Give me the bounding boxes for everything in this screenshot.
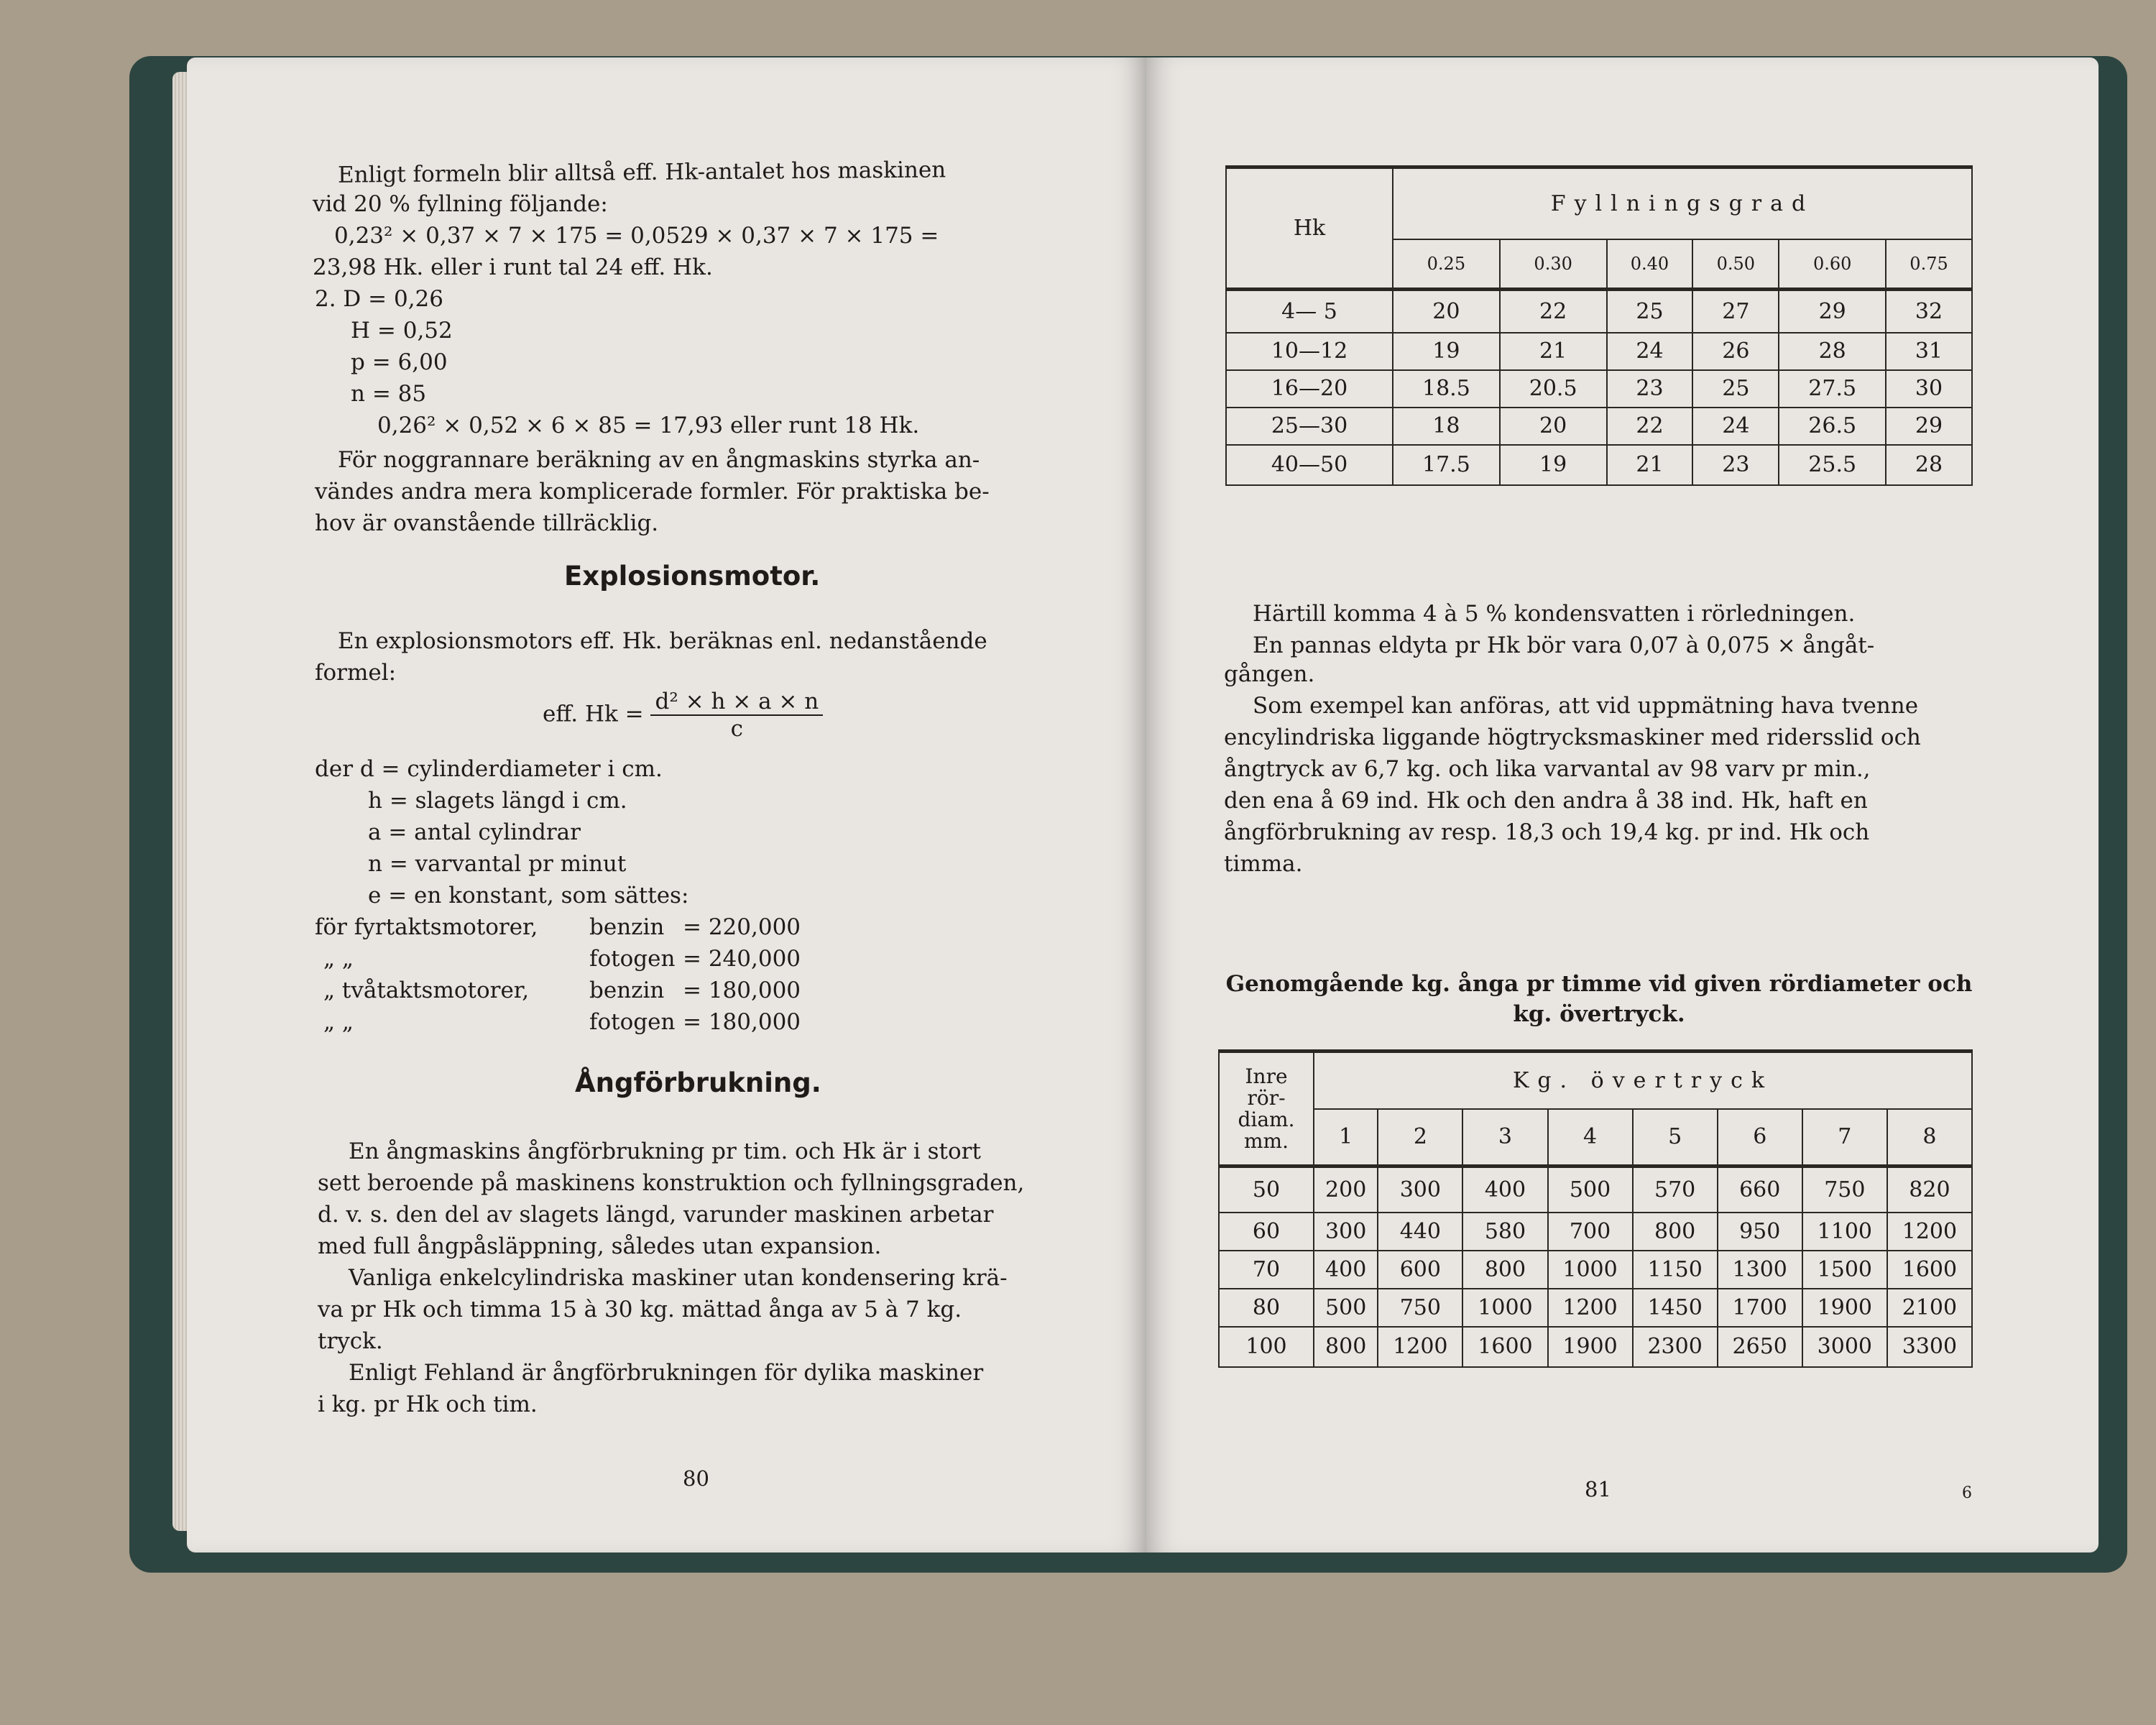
table-cell: 750 [1802, 1167, 1887, 1213]
text-line: n = 85 [351, 381, 427, 407]
table-cell: 600 [1378, 1251, 1462, 1289]
heading-angforbrukning: Ångförbrukning. [575, 1067, 821, 1098]
row-header: 16—20 [1226, 370, 1393, 408]
text-line: 0,26² × 0,52 × 6 × 85 = 17,93 eller runt 18 Hk. [377, 413, 920, 438]
row-header: 40—50 [1226, 445, 1393, 485]
column-header: 0.40 [1607, 239, 1693, 290]
table-cell: 950 [1718, 1213, 1802, 1251]
text-line: ångförbrukning av resp. 18,3 och 19,4 kg. pr ind. Hk och [1224, 819, 1870, 845]
row-header: 60 [1219, 1213, 1314, 1251]
table-cell: 22 [1607, 408, 1693, 445]
constant-fuel: fotogen [589, 946, 676, 972]
table-cell: 800 [1633, 1213, 1718, 1251]
text-line: a = antal cylindrar [368, 819, 581, 845]
text-line: med full ångpåsläppning, således utan expansion. [318, 1233, 882, 1259]
text-line: För noggrannare beräkning av en ångmaskins styrka an- [338, 447, 980, 473]
column-group-header: Fyllningsgrad [1393, 167, 1972, 239]
text-line: vid 20 % fyllning följande: [313, 191, 608, 217]
table-cell: 820 [1887, 1167, 1972, 1213]
row-header: 25—30 [1226, 408, 1393, 445]
table-cell: 800 [1314, 1327, 1378, 1367]
text-line: hov är ovanstående tillräcklig. [315, 510, 659, 536]
table-cell: 19 [1500, 445, 1607, 485]
table-cell: 31 [1886, 333, 1972, 370]
table-cell: 21 [1607, 445, 1693, 485]
table-cell: 28 [1886, 445, 1972, 485]
text-line: h = slagets längd i cm. [368, 788, 627, 814]
table-cell: 500 [1548, 1167, 1633, 1213]
text-line: encylindriska liggande högtrycksmaskiner med ridersslid och [1224, 724, 1921, 750]
table-cell: 24 [1607, 333, 1693, 370]
constant-fuel: benzin [589, 914, 665, 940]
text-line: ångtryck av 6,7 kg. och lika varvantal av 98 varv pr min., [1224, 756, 1871, 782]
table-cell: 24 [1692, 408, 1779, 445]
table-cell: 26 [1692, 333, 1779, 370]
table-cell: 18 [1393, 408, 1500, 445]
text-line: Enligt Fehland är ångförbrukningen för dylika maskiner [349, 1360, 984, 1386]
table-cell: 23 [1607, 370, 1693, 408]
text-line: timma. [1224, 851, 1303, 877]
table-cell: 1700 [1718, 1289, 1802, 1327]
column-header: 0.25 [1393, 239, 1500, 290]
table-cell: 800 [1462, 1251, 1547, 1289]
column-header-hk: Hk [1226, 167, 1393, 290]
table-cell: 400 [1314, 1251, 1378, 1289]
column-header: 5 [1633, 1109, 1718, 1167]
table-row [1219, 1251, 1972, 1289]
text-line: H = 0,52 [351, 318, 453, 344]
table-cell: 17.5 [1393, 445, 1500, 485]
formula-lhs: eff. Hk = [543, 701, 644, 727]
table-cell: 21 [1500, 333, 1607, 370]
table-cell: 300 [1378, 1167, 1462, 1213]
constant-fuel: benzin [589, 978, 665, 1003]
table-cell: 1200 [1887, 1213, 1972, 1251]
constant-value: = 220,000 [683, 914, 801, 940]
constant-prefix: „ tvåtaktsmotorer, [323, 978, 530, 1003]
overtryck-table [1218, 1049, 1973, 1368]
table-cell: 1600 [1887, 1251, 1972, 1289]
table-cell: 19 [1393, 333, 1500, 370]
table-caption [1211, 969, 1987, 1029]
table-cell: 25 [1607, 290, 1693, 333]
text-line: sett beroende på maskinens konstruktion och fyllningsgraden, [318, 1170, 1025, 1196]
table-cell: 18.5 [1393, 370, 1500, 408]
table-cell: 20 [1500, 408, 1607, 445]
text-line: En pannas eldyta pr Hk bör vara 0,07 à 0,075 × ångåt- [1253, 632, 1875, 658]
text-line: e = en konstant, som sättes: [368, 883, 689, 908]
table-cell: 1450 [1633, 1289, 1718, 1327]
text-line: tryck. [318, 1328, 383, 1354]
table-cell: 27.5 [1779, 370, 1886, 408]
constant-value: = 180,000 [683, 978, 801, 1003]
text-line: 0,23² × 0,37 × 7 × 175 = 0,0529 × 0,37 × 7 × 175 = [334, 223, 939, 249]
table-row [1226, 290, 1972, 333]
table-row [1219, 1289, 1972, 1327]
column-header: 0.60 [1779, 239, 1886, 290]
constant-prefix: för fyrtaktsmotorer, [315, 914, 538, 940]
row-header: 10—12 [1226, 333, 1393, 370]
text-line: d. v. s. den del av slagets längd, varunder maskinen arbetar [318, 1202, 994, 1228]
table-row [1226, 333, 1972, 370]
fyllningsgrad-table [1225, 165, 1973, 486]
column-header: 3 [1462, 1109, 1547, 1167]
row-header: 100 [1219, 1327, 1314, 1367]
heading-explosionsmotor: Explosionsmotor. [564, 561, 821, 592]
text-line: En explosionsmotors eff. Hk. beräknas enl. nedanstående [338, 628, 987, 654]
right-page [1146, 58, 2099, 1552]
caption-line: kg. övertryck. [1513, 1001, 1685, 1027]
constant-value: = 180,000 [683, 1009, 801, 1035]
text-line: n = varvantal pr minut [368, 851, 627, 877]
table-cell: 1100 [1802, 1213, 1887, 1251]
table-cell: 30 [1886, 370, 1972, 408]
table-cell: 1200 [1378, 1327, 1462, 1367]
column-header: 1 [1314, 1109, 1378, 1167]
table-cell: 2300 [1633, 1327, 1718, 1367]
text-line: 2. D = 0,26 [315, 286, 443, 312]
row-header: 4— 5 [1226, 290, 1393, 333]
table-cell: 200 [1314, 1167, 1378, 1213]
constant-prefix: „ „ [323, 946, 354, 972]
row-header: 70 [1219, 1251, 1314, 1289]
table-row [1219, 1213, 1972, 1251]
table-cell: 3300 [1887, 1327, 1972, 1367]
formula-numerator: d² × h × a × n [650, 689, 823, 716]
table-cell: 29 [1779, 290, 1886, 333]
column-group-header: Kg. övertryck [1314, 1052, 1972, 1109]
column-header-diam [1219, 1052, 1314, 1167]
constant-value: = 240,000 [683, 946, 801, 972]
table-cell: 500 [1314, 1289, 1378, 1327]
header-line: diam. [1238, 1107, 1295, 1131]
text-line: Vanliga enkelcylindriska maskiner utan kondensering krä- [349, 1265, 1008, 1291]
text-line: p = 6,00 [351, 349, 448, 375]
formula-denominator: c [730, 716, 744, 742]
table-cell: 32 [1886, 290, 1972, 333]
table-cell: 29 [1886, 408, 1972, 445]
text-line: formel: [315, 660, 397, 686]
table-cell: 27 [1692, 290, 1779, 333]
column-header: 0.75 [1886, 239, 1972, 290]
table-cell: 300 [1314, 1213, 1378, 1251]
table-cell: 1500 [1802, 1251, 1887, 1289]
table-cell: 1300 [1718, 1251, 1802, 1289]
text-line: va pr Hk och timma 15 à 30 kg. mättad ånga av 5 à 7 kg. [318, 1297, 962, 1322]
table-cell: 1150 [1633, 1251, 1718, 1289]
formula-fraction [650, 689, 823, 742]
text-line: der d = cylinderdiameter i cm. [315, 756, 663, 782]
text-line: vändes andra mera komplicerade formler. För praktiska be- [315, 479, 990, 505]
header-line: Inre [1245, 1064, 1288, 1088]
table-cell: 26.5 [1779, 408, 1886, 445]
table-row [1226, 370, 1972, 408]
text-line: Enligt formeln blir alltså eff. Hk-antalet hos maskinen [337, 157, 946, 188]
table-cell: 3000 [1802, 1327, 1887, 1367]
table-cell: 1200 [1548, 1289, 1633, 1327]
table-cell: 25.5 [1779, 445, 1886, 485]
table-row [1226, 408, 1972, 445]
column-header: 4 [1548, 1109, 1633, 1167]
table-cell: 1900 [1802, 1289, 1887, 1327]
table-cell: 440 [1378, 1213, 1462, 1251]
table-cell: 750 [1378, 1289, 1462, 1327]
table-cell: 1000 [1462, 1289, 1547, 1327]
table-row [1226, 445, 1972, 485]
table-row [1219, 1327, 1972, 1367]
caption-line: Genomgående kg. ånga pr timme vid given rördiameter och [1225, 971, 1973, 997]
table-cell: 1000 [1548, 1251, 1633, 1289]
table-cell: 700 [1548, 1213, 1633, 1251]
table-cell: 570 [1633, 1167, 1718, 1213]
text-line: den ena å 69 ind. Hk och den andra å 38 ind. Hk, haft en [1224, 788, 1868, 814]
text-line: gången. [1224, 661, 1315, 687]
page-number: 81 [1585, 1477, 1611, 1501]
table-row [1219, 1167, 1972, 1213]
header-line: rör- [1247, 1085, 1286, 1110]
column-header: 0.30 [1500, 239, 1607, 290]
table-cell: 22 [1500, 290, 1607, 333]
table-cell: 1900 [1548, 1327, 1633, 1367]
constant-prefix: „ „ [323, 1009, 354, 1035]
table-cell: 400 [1462, 1167, 1547, 1213]
column-header: 0.50 [1692, 239, 1779, 290]
table-cell: 1600 [1462, 1327, 1547, 1367]
column-header: 2 [1378, 1109, 1462, 1167]
table-cell: 660 [1718, 1167, 1802, 1213]
table-cell: 23 [1692, 445, 1779, 485]
page-number: 80 [683, 1466, 709, 1491]
text-line: Härtill komma 4 à 5 % kondensvatten i rörledningen. [1253, 601, 1856, 627]
column-header: 7 [1802, 1109, 1887, 1167]
header-line: mm. [1243, 1128, 1289, 1153]
text-line: i kg. pr Hk och tim. [318, 1392, 538, 1417]
text-line: En ångmaskins ångförbrukning pr tim. och Hk är i stort [349, 1138, 981, 1164]
column-header: 8 [1887, 1109, 1972, 1167]
table-cell: 580 [1462, 1213, 1547, 1251]
text-line: Som exempel kan anföras, att vid uppmätning hava tvenne [1253, 693, 1919, 719]
row-header: 80 [1219, 1289, 1314, 1327]
table-cell: 2650 [1718, 1327, 1802, 1367]
table-cell: 20 [1393, 290, 1500, 333]
table-cell: 28 [1779, 333, 1886, 370]
hk-formula [543, 689, 823, 742]
row-header: 50 [1219, 1167, 1314, 1213]
signature-mark: 6 [1962, 1484, 1972, 1502]
table-cell: 25 [1692, 370, 1779, 408]
text-line: 23,98 Hk. eller i runt tal 24 eff. Hk. [313, 254, 713, 280]
table-cell: 20.5 [1500, 370, 1607, 408]
left-page [187, 58, 1146, 1552]
column-header: 6 [1718, 1109, 1802, 1167]
table-cell: 2100 [1887, 1289, 1972, 1327]
constant-fuel: fotogen [589, 1009, 676, 1035]
